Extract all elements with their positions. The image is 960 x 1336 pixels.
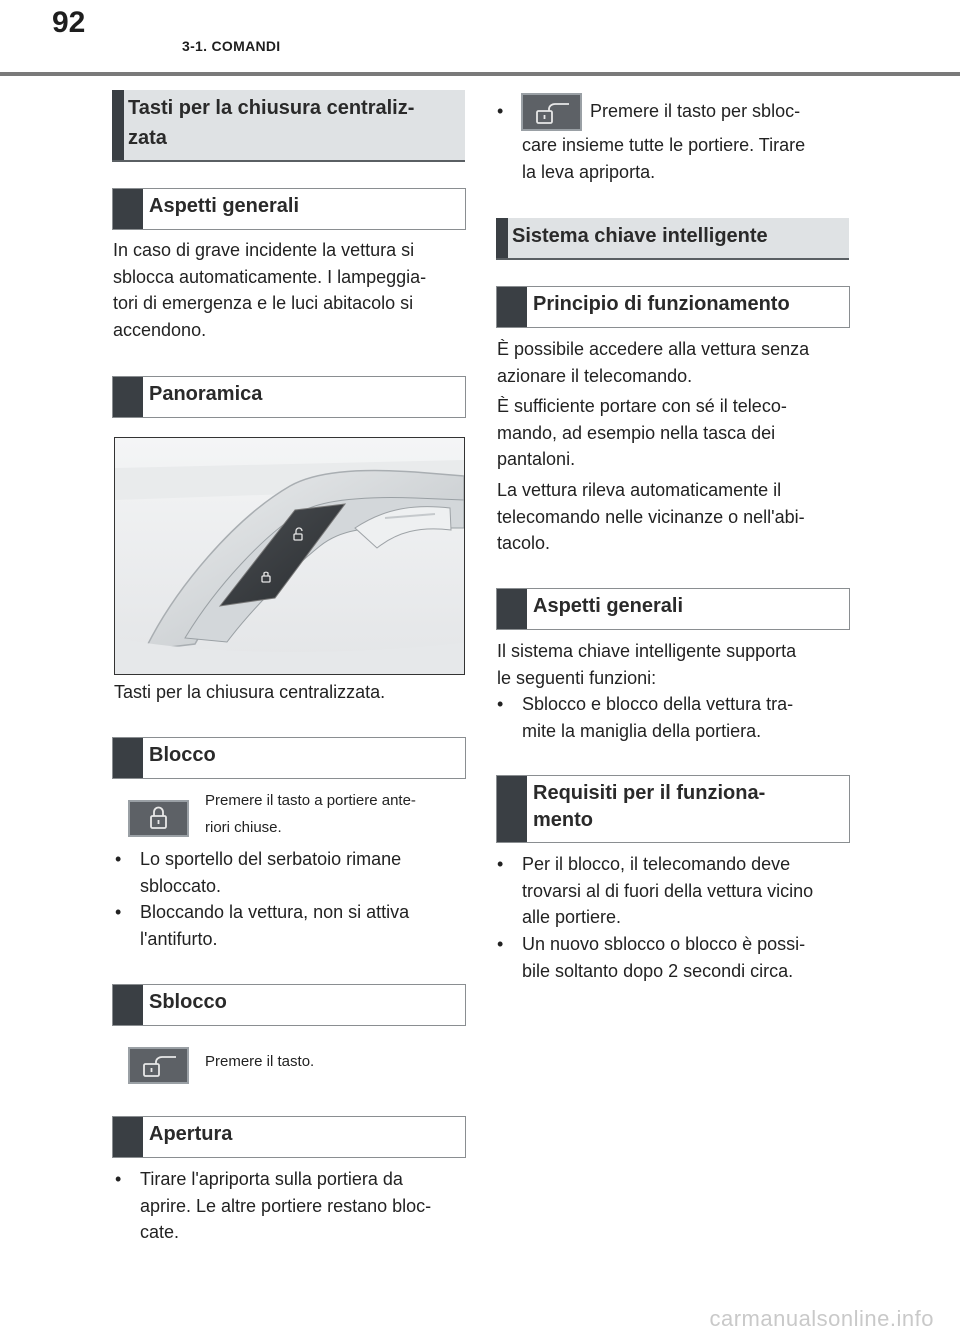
- figure-caption: Tasti per la chiusura centralizzata.: [114, 682, 386, 702]
- principio-paragraph-3: La vettura rileva automaticamente il telecomando nelle vicinanze o nell'abi- tacolo.: [497, 480, 805, 553]
- unlock-all-button: [521, 93, 582, 131]
- subheading-panoramica: Panoramica: [112, 376, 466, 418]
- list-item: • Un nuovo sblocco o blocco è possi- bile soltanto dopo 2 secondi circa.: [497, 934, 806, 981]
- subheading-principio: Principio di funzionamento: [496, 286, 850, 328]
- unlock-button: [128, 1047, 189, 1084]
- aspetti-paragraph: In caso di grave incidente la vettura si sblocca automaticamente. I lampeggia- tori di emergenza e le luci abitacolo si accendono.: [113, 240, 427, 340]
- subheading-apertura: Apertura: [112, 1116, 466, 1158]
- lock-instruction: Premere il tasto a portiere ante- riori chiuse.: [205, 792, 416, 836]
- list-item: • Tirare l'apriporta sulla portiera da aprire. Le altre portiere restano bloc- cate.: [115, 1169, 432, 1242]
- unlock-all-bullet-marker: •: [497, 101, 504, 121]
- section-heading-smart-key: Sistema chiave intelligente: [496, 218, 849, 260]
- lock-button: [128, 800, 189, 837]
- subheading-aspetti-generali: Aspetti generali: [112, 188, 466, 230]
- unlock-icon: [130, 1049, 187, 1082]
- section-heading-line1: Tasti per la chiusura centraliz-: [128, 97, 415, 119]
- list-item: • Bloccando la vettura, non si attiva l'antifurto.: [115, 902, 410, 949]
- door-handle-illustration: [115, 438, 464, 674]
- page-number: 92: [52, 6, 86, 39]
- subheading-aspetti-generali-2: Aspetti generali: [496, 588, 850, 630]
- door-handle-figure: [114, 437, 465, 675]
- subheading-sblocco: Sblocco: [112, 984, 466, 1026]
- list-item: • Per il blocco, il telecomando deve trovarsi al di fuori della vettura vicino alle portiere.: [497, 854, 814, 927]
- watermark: carmanualsonline.info: [709, 1306, 934, 1331]
- unlock-instruction: Premere il tasto.: [205, 1053, 315, 1070]
- header-rule: [0, 72, 960, 76]
- list-item: • Lo sportello del serbatoio rimane sbloccato.: [115, 849, 402, 896]
- unlock-icon: [523, 95, 580, 129]
- chapter-title: 3-1. COMANDI: [182, 38, 281, 54]
- lock-icon: [130, 802, 187, 835]
- unlock-all-text: care insieme tutte le portiere. Tirare la leva apriporta.: [522, 135, 806, 182]
- principio-paragraph-2: È sufficiente portare con sé il teleco- mando, ad esempio nella tasca dei pantaloni.: [497, 396, 787, 469]
- section-heading-line2: zata: [128, 127, 167, 149]
- list-item: • Sblocco e blocco della vettura tra- mite la maniglia della portiera.: [497, 694, 794, 741]
- unlock-all-text-line1: Premere il tasto per sbloc-: [590, 101, 801, 121]
- aspetti-paragraph-2: Il sistema chiave intelligente supporta le seguenti funzioni:: [497, 641, 797, 688]
- principio-paragraph-1: È possibile accedere alla vettura senza azionare il telecomando.: [497, 339, 810, 386]
- subheading-blocco: Blocco: [112, 737, 466, 779]
- section-heading-central-locking: [112, 90, 465, 162]
- subheading-requisiti: Requisiti per il funziona- mento: [496, 775, 850, 843]
